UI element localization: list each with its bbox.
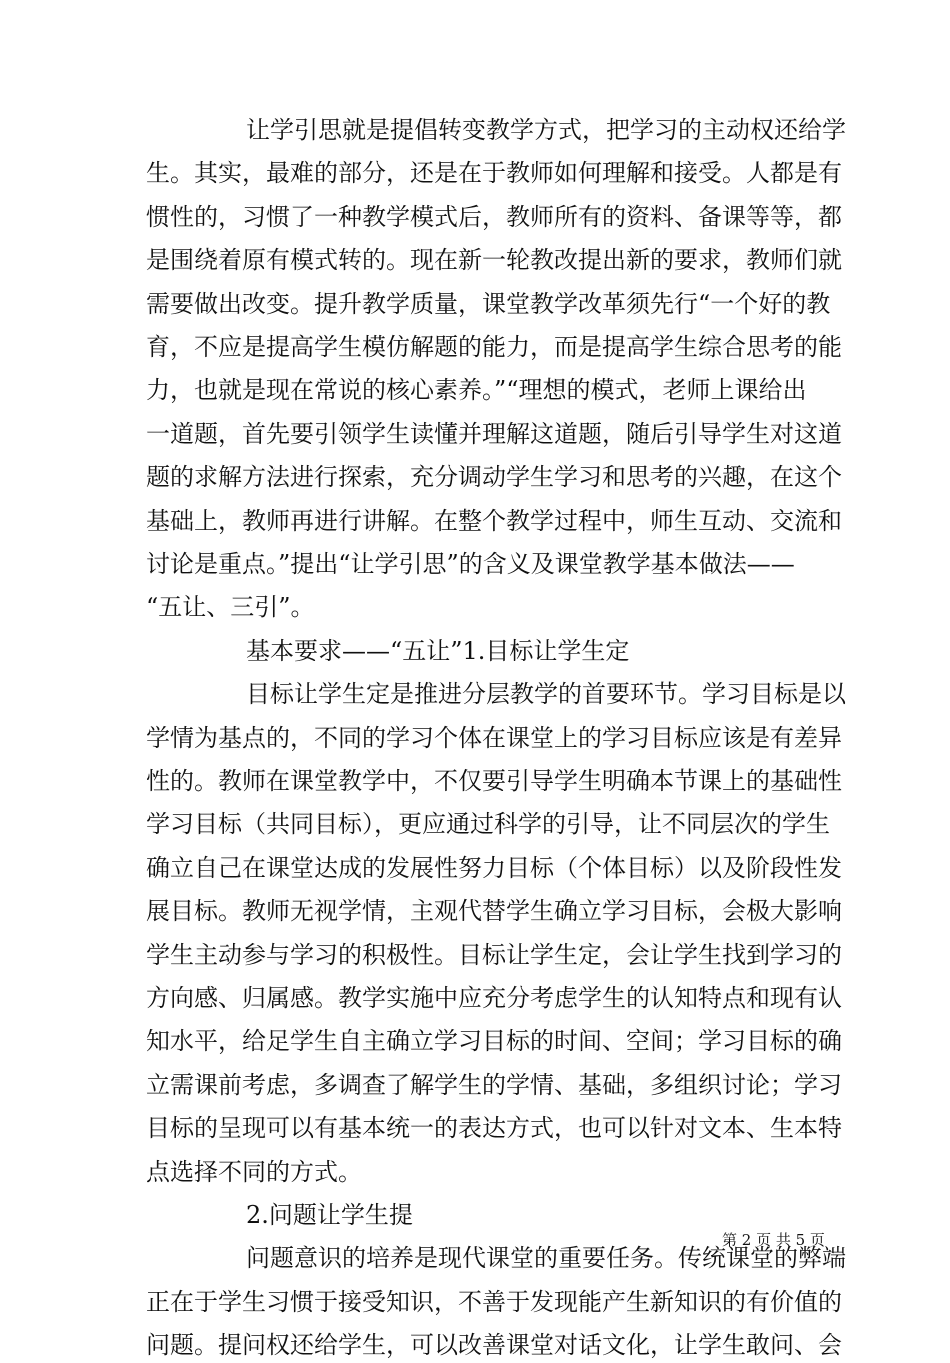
section-heading: 基本要求——“五让”1.目标让学生定: [246, 637, 630, 665]
text-line: 立需课前考虑，多调查了解学生的学情、基础，多组织讨论；学习: [146, 1071, 842, 1099]
text-line: 学习目标（共同目标），更应通过科学的引导，让不同层次的学生: [146, 810, 830, 838]
text-line: 基础上，教师再进行讲解。在整个教学过程中，师生互动、交流和: [146, 507, 842, 535]
text-line: 一道题，首先要引领学生读懂并理解这道题，随后引导学生对这道: [146, 420, 842, 448]
text-line: 讨论是重点。”提出“让学引思”的含义及课堂教学基本做法——: [146, 550, 795, 578]
text-line: 正在于学生习惯于接受知识，不善于发现能产生新知识的有价值的: [146, 1288, 842, 1316]
text-line: 惯性的，习惯了一种教学模式后，教师所有的资料、备课等等，都: [146, 203, 842, 231]
section-heading: 2.问题让学生提: [246, 1201, 413, 1229]
text-line: 题的求解方法进行探索，充分调动学生学习和思考的兴趣，在这个: [146, 463, 842, 491]
text-line: 目标的呈现可以有基本统一的表达方式，也可以针对文本、生本特: [146, 1114, 842, 1142]
text-line: 确立自己在课堂达成的发展性努力目标（个体目标）以及阶段性发: [146, 854, 842, 882]
text-line: 问题。提问权还给学生，可以改善课堂对话文化，让学生敢问、会: [146, 1331, 842, 1359]
text-line: 力，也就是现在常说的核心素养。”“理想的模式，老师上课给出: [146, 376, 807, 404]
text-line: 知水平，给足学生自主确立学习目标的时间、空间；学习目标的确: [146, 1027, 842, 1055]
text-line: 生。其实，最难的部分，还是在于教师如何理解和接受。人都是有: [146, 159, 842, 187]
text-line: 目标让学生定是推进分层教学的首要环节。学习目标是以: [246, 680, 846, 708]
text-line: 问题意识的培养是现代课堂的重要任务。传统课堂的弊端: [246, 1244, 846, 1272]
text-line: “五让、三引”。: [146, 593, 315, 621]
text-line: 展目标。教师无视学情，主观代替学生确立学习目标，会极大影响: [146, 897, 842, 925]
page-number-footer: 第 2 页 共 5 页: [722, 1231, 825, 1249]
text-line: 点选择不同的方式。: [146, 1158, 362, 1186]
text-line: 学情为基点的，不同的学习个体在课堂上的学习目标应该是有差异: [146, 724, 842, 752]
text-line: 是围绕着原有模式转的。现在新一轮教改提出新的要求，教师们就: [146, 246, 842, 274]
text-line: 方向感、归属感。教学实施中应充分考虑学生的认知特点和现有认: [146, 984, 842, 1012]
text-line: 需要做出改变。提升教学质量，课堂教学改革须先行“一个好的教: [146, 290, 831, 318]
text-line: 性的。教师在课堂教学中，不仅要引导学生明确本节课上的基础性: [146, 767, 842, 795]
text-line: 学生主动参与学习的积极性。目标让学生定，会让学生找到学习的: [146, 941, 842, 969]
text-line: 让学引思就是提倡转变教学方式，把学习的主动权还给学: [246, 116, 846, 144]
text-line: 育，不应是提高学生模仿解题的能力，而是提高学生综合思考的能: [146, 333, 842, 361]
